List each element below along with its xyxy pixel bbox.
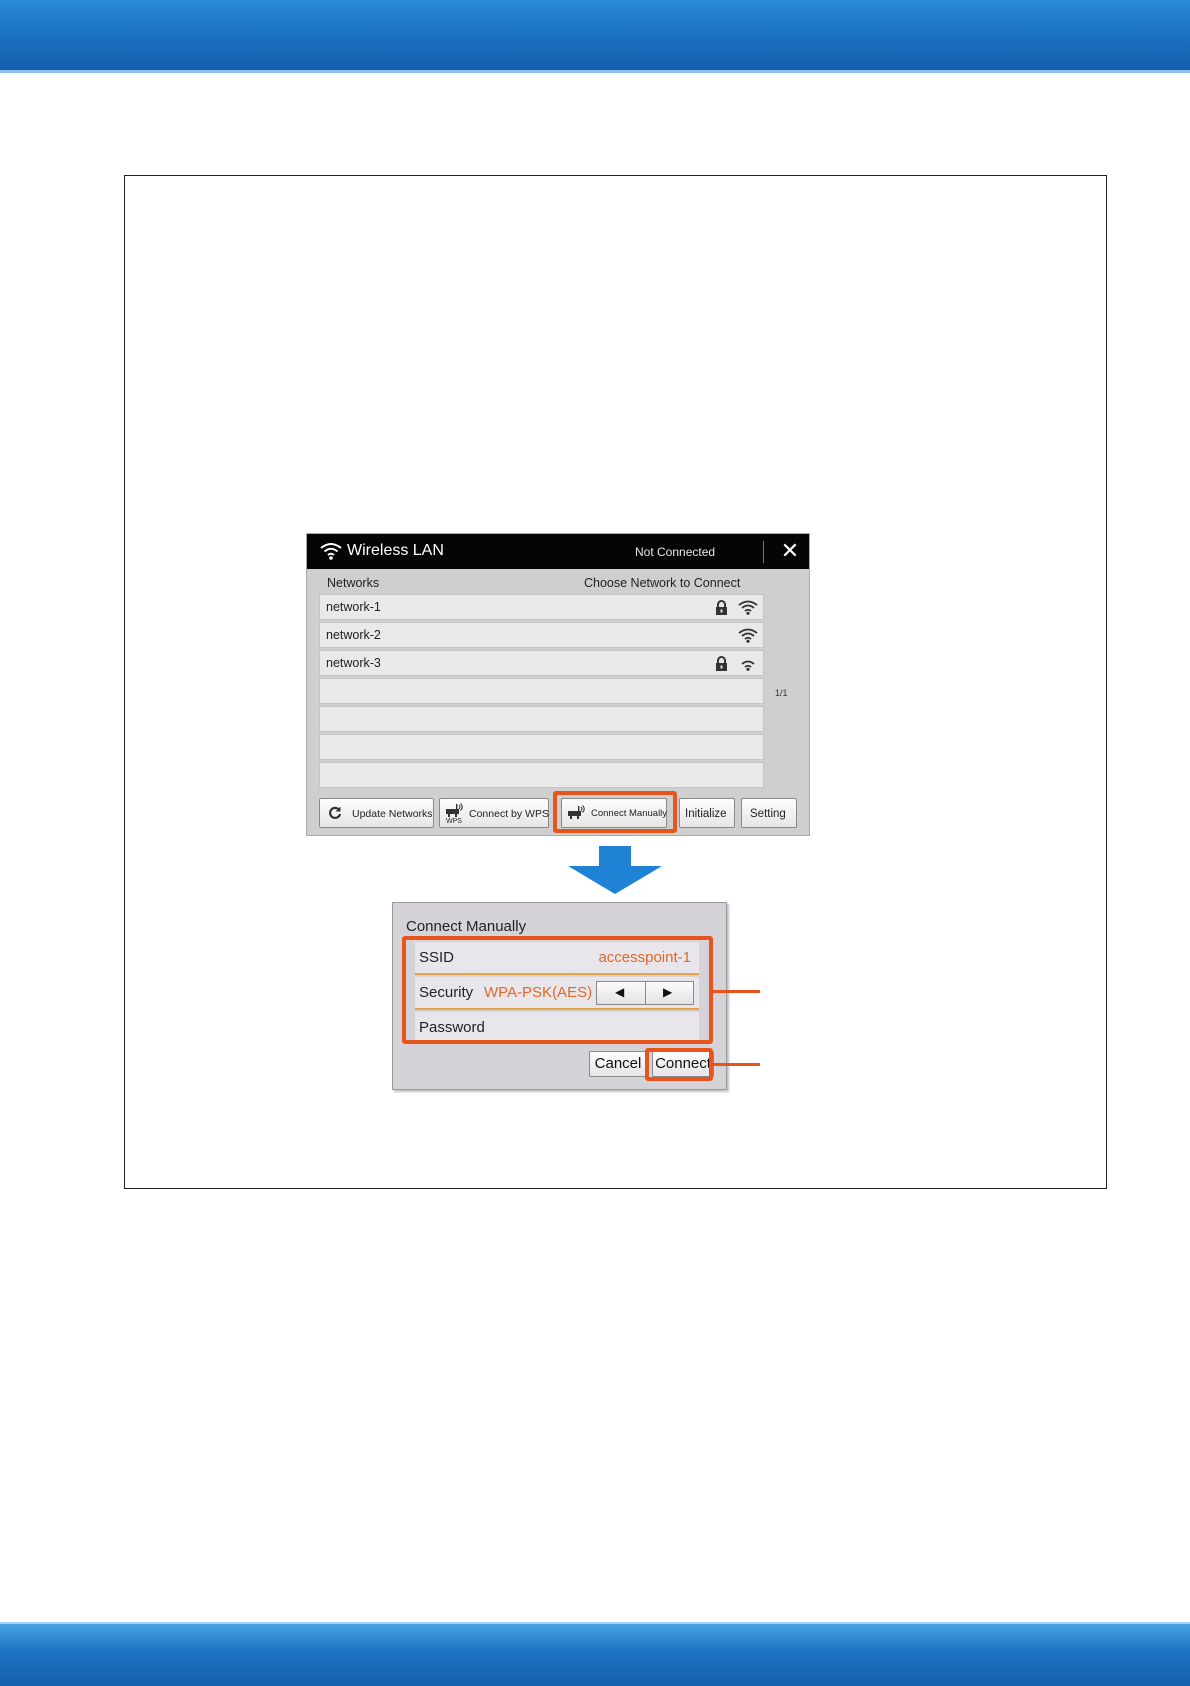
signal-weak-icon (738, 656, 758, 671)
dialog-title: Connect Manually (406, 918, 527, 935)
fields-highlight (402, 936, 713, 1044)
connect-manually-highlight (553, 791, 677, 833)
empty-network-row (319, 706, 764, 732)
connect-label: Connect (655, 1055, 711, 1072)
password-label: Password (419, 1019, 485, 1036)
empty-network-row (319, 734, 764, 760)
arrow-right-button[interactable]: ▶ (663, 985, 673, 999)
wps-badge: WPS (446, 818, 462, 825)
page-header-bar (0, 0, 1190, 73)
security-value: WPA-PSK(AES) (484, 984, 593, 1001)
network-row[interactable] (319, 622, 764, 648)
ssid-value: accesspoint-1 (598, 949, 691, 966)
close-icon: ✕ (780, 538, 800, 563)
choose-network-header: Choose Network to Connect (584, 576, 741, 590)
cancel-label: Cancel (594, 1055, 642, 1072)
networks-column-header: Networks (327, 576, 380, 590)
network-name: network-1 (326, 600, 381, 614)
lock-icon (714, 656, 729, 671)
page-footer-bar (0, 1622, 1190, 1686)
network-name: network-2 (326, 628, 381, 642)
ssid-label: SSID (419, 949, 455, 966)
setting-button[interactable] (741, 798, 797, 828)
network-list (319, 594, 764, 790)
setting-label: Setting (750, 808, 786, 820)
close-button[interactable] (777, 538, 803, 564)
callout-line-connect (713, 1063, 760, 1066)
wireless-lan-titlebar (307, 534, 809, 569)
arrow-left-button[interactable]: ◀ (615, 985, 625, 999)
refresh-icon (328, 806, 342, 820)
signal-strong-icon (738, 600, 758, 615)
empty-network-row (319, 678, 764, 704)
cancel-button[interactable] (589, 1051, 647, 1077)
wifi-icon (320, 542, 342, 560)
wireless-lan-title: Wireless LAN (347, 542, 444, 559)
empty-network-row (319, 762, 764, 788)
connect-by-wps-label: Connect by WPS (469, 808, 549, 820)
page-indicator: 1/1 (775, 688, 788, 698)
down-arrow-icon (568, 846, 662, 894)
update-networks-button[interactable] (319, 798, 434, 828)
update-networks-label: Update Networks (352, 808, 433, 820)
lock-icon (714, 600, 729, 615)
network-name: network-3 (326, 656, 381, 670)
router-icon (445, 802, 465, 818)
connect-by-wps-button[interactable] (439, 798, 549, 828)
initialize-button[interactable] (679, 798, 735, 828)
connect-button-highlight (645, 1048, 713, 1081)
titlebar-divider (763, 541, 764, 563)
signal-strong-icon (738, 628, 758, 643)
network-row[interactable] (319, 594, 764, 620)
connection-status: Not Connected (635, 545, 716, 559)
connect-manually-label: Connect Manually (591, 808, 668, 819)
security-label: Security (419, 984, 474, 1001)
callout-line-fields (713, 990, 760, 993)
initialize-label: Initialize (685, 808, 727, 820)
network-row[interactable] (319, 650, 764, 676)
